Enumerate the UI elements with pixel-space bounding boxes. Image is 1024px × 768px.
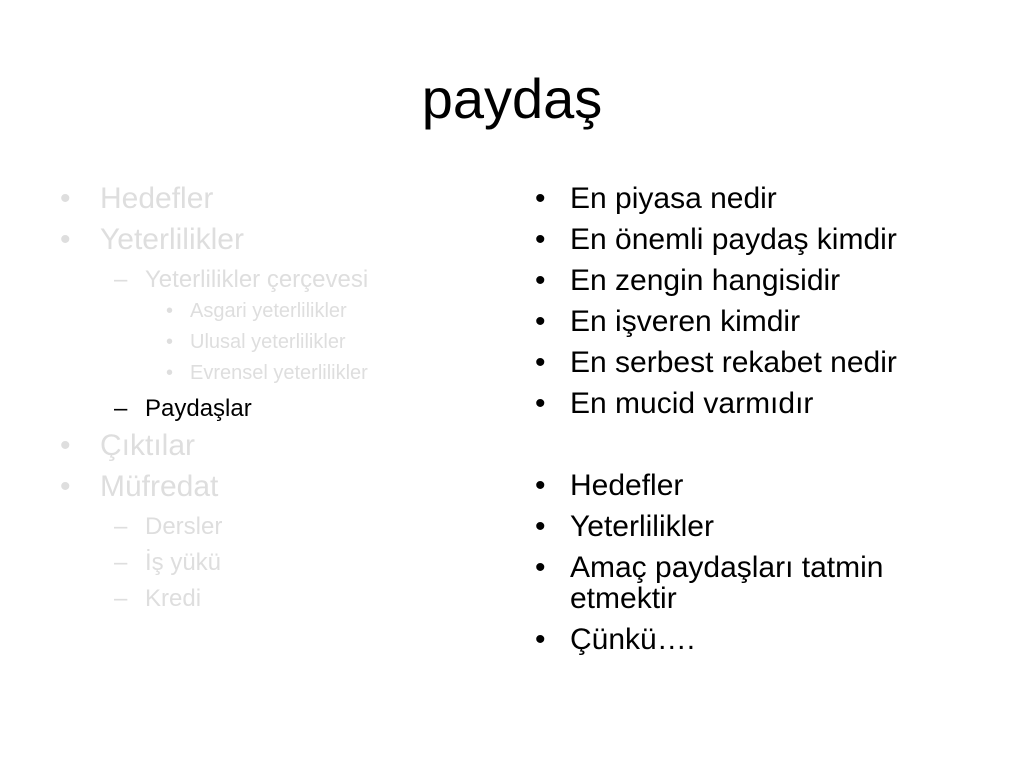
bullet-icon: • — [535, 623, 546, 656]
point-item — [530, 506, 990, 547]
outline-item-label: Çıktılar — [100, 429, 196, 462]
question-label: En mucid varmıdır — [570, 387, 814, 420]
bullet-icon: • — [166, 300, 174, 322]
bullet-icon: • — [535, 387, 546, 420]
outline-subitem — [56, 511, 476, 543]
outline-subsubitem — [56, 327, 476, 358]
point-item — [530, 465, 990, 506]
question-item — [530, 301, 990, 342]
outline-subsubitem — [56, 296, 476, 327]
outline-subsubitem-label: Evrensel yeterlilikler — [190, 362, 368, 384]
outline-item — [56, 178, 476, 219]
outline-subitem-label: Kredi — [145, 585, 202, 612]
bullet-icon: • — [166, 331, 174, 353]
bullet-icon: • — [60, 182, 71, 215]
point-item-multiline — [530, 547, 990, 619]
bullet-icon: • — [535, 551, 546, 584]
question-label: En işveren kimdir — [570, 305, 801, 338]
point-label: Hedefler — [570, 469, 684, 502]
outline-item-label: Yeterlilikler — [100, 223, 244, 256]
bullet-icon: • — [535, 305, 546, 338]
question-item — [530, 342, 990, 383]
outline-item — [56, 466, 476, 507]
dash-icon: – — [114, 266, 128, 293]
question-label: En piyasa nedir — [570, 182, 777, 215]
question-item — [530, 383, 990, 424]
spacer — [530, 424, 990, 465]
outline-subsubitem-label: Asgari yeterlilikler — [190, 300, 347, 322]
bullet-icon: • — [535, 182, 546, 215]
outline-subitem-label: Paydaşlar — [145, 395, 252, 422]
outline-subitem-label: Dersler — [145, 513, 223, 540]
question-label: En önemli paydaş kimdir — [570, 223, 897, 256]
bullet-icon: • — [535, 510, 546, 543]
dash-icon: – — [114, 585, 128, 612]
bullet-icon: • — [60, 429, 71, 462]
outline-subitem-active — [56, 393, 476, 425]
question-item — [530, 178, 990, 219]
outline-item-label: Hedefler — [100, 182, 214, 215]
outline-item — [56, 425, 476, 466]
dash-icon: – — [114, 549, 128, 576]
outline-subsubitem — [56, 358, 476, 389]
outline-subitem-label: İş yükü — [145, 549, 222, 576]
bullet-icon: • — [60, 470, 71, 503]
point-label: Çünkü…. — [570, 623, 696, 656]
outline-subitem-label: Yeterlilikler çerçevesi — [145, 266, 369, 293]
question-item — [530, 260, 990, 301]
dash-icon: – — [114, 395, 128, 422]
bullet-icon: • — [535, 223, 546, 256]
outline-subitem — [56, 583, 476, 615]
outline-subitem — [56, 547, 476, 579]
bullet-icon: • — [535, 264, 546, 297]
point-item — [530, 619, 990, 660]
point-label: Amaç paydaşları tatmin etmektir — [570, 551, 884, 615]
outline-item-label: Müfredat — [100, 470, 219, 503]
slide-title: paydaş — [421, 67, 603, 130]
dash-icon: – — [114, 513, 128, 540]
left-outline — [56, 178, 476, 615]
question-item — [530, 219, 990, 260]
outline-item — [56, 219, 476, 260]
bullet-icon: • — [166, 362, 174, 384]
right-bullets — [530, 178, 990, 660]
bullet-icon: • — [535, 469, 546, 502]
outline-subsubitem-label: Ulusal yeterlilikler — [190, 331, 346, 353]
bullet-icon: • — [60, 223, 71, 256]
outline-subitem — [56, 264, 476, 296]
bullet-icon: • — [535, 346, 546, 379]
question-label: En zengin hangisidir — [570, 264, 841, 297]
point-label: Yeterlilikler — [570, 510, 714, 543]
question-label: En serbest rekabet nedir — [570, 346, 897, 379]
